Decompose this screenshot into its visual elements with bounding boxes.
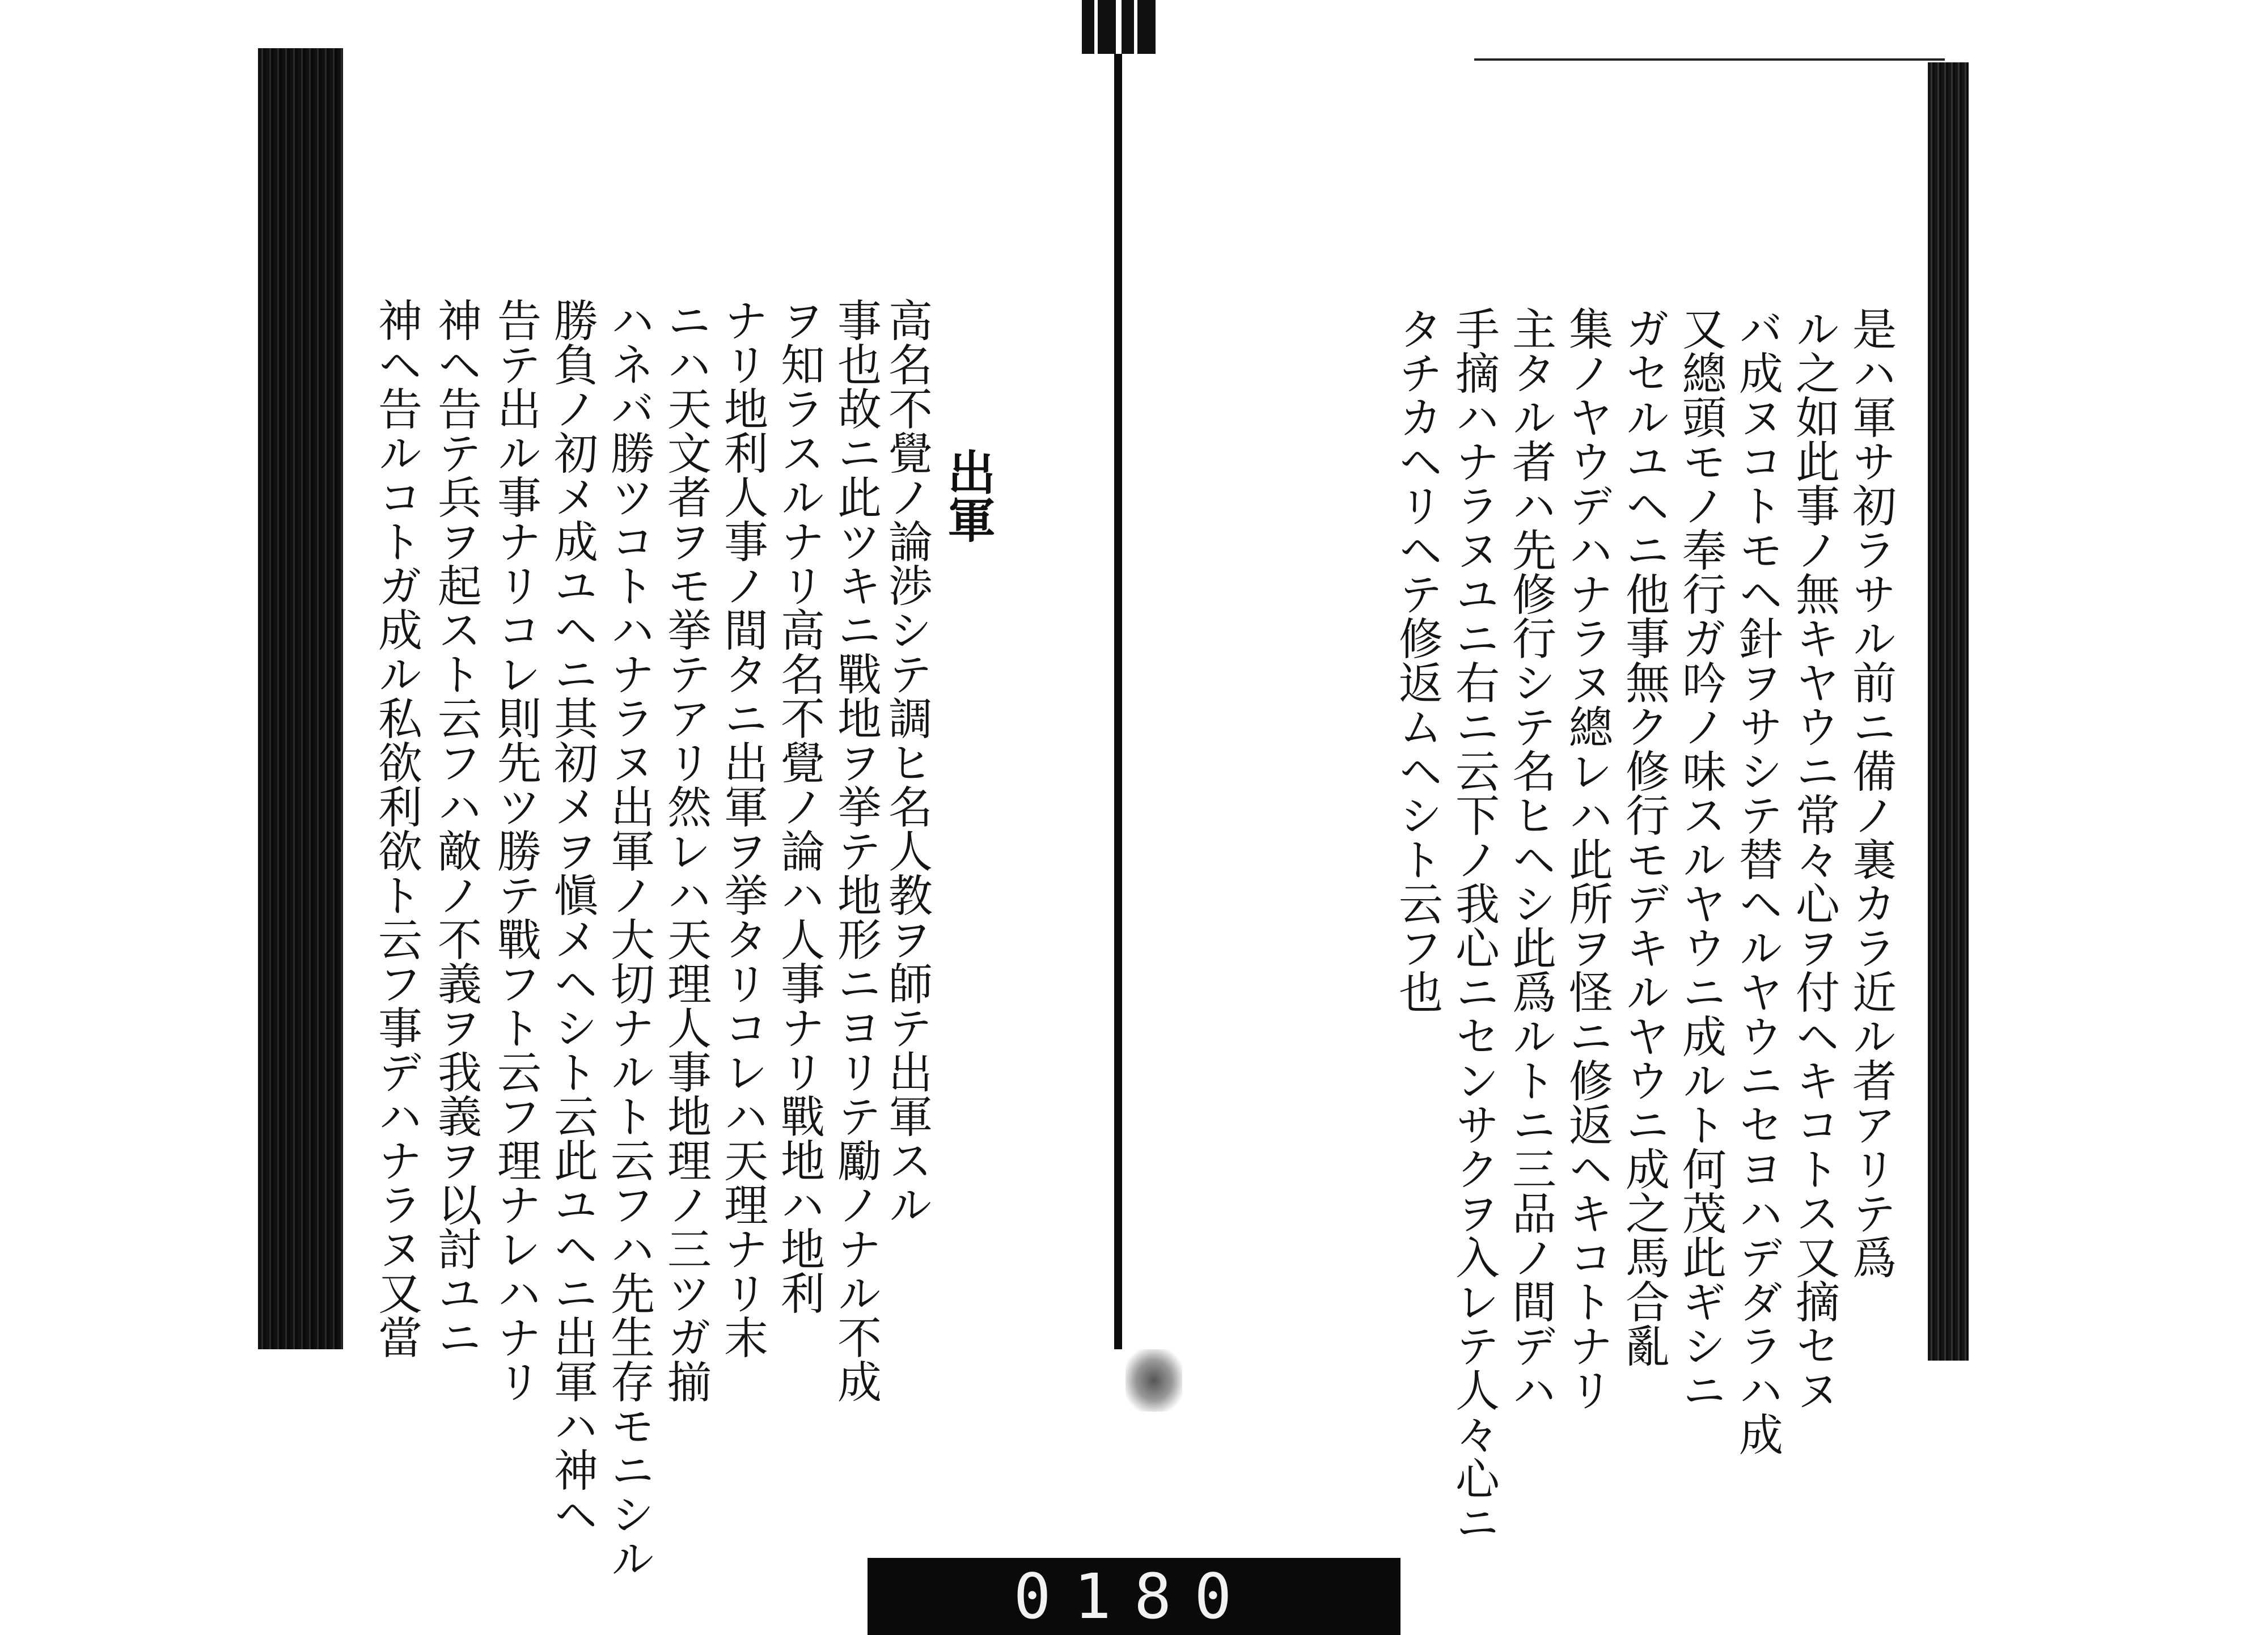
text-column: 高名不覺ノ論渉シテ調ヒ名人教ヲ師テ出軍スル <box>881 298 932 1226</box>
text-column: 又總頭モノ奉行ガ吟ノ味スルヤウニ成ルト何茂此ギシニ <box>1675 306 1726 1412</box>
text-column: バ成ヌコトモヘ針ヲサシテ替ヘルヤウニセヨハデダラハ成 <box>1732 306 1783 1456</box>
text-column: ヲ知ラスルナリ高名不覺ノ論ハ人事ナリ戰地ハ地利 <box>773 298 824 1315</box>
right-page-edge <box>1928 62 1969 1361</box>
text-column: 是ハ軍サ初ラサル前ニ備ノ裏カラ近ル者アリテ爲 <box>1845 306 1896 1279</box>
left-page-edge <box>258 48 343 1349</box>
text-column: 告テ出ル事ナリコレ則先ツ勝テ戰フト云フ理ナレハナリ <box>490 298 541 1403</box>
text-column: ハネバ勝ツコトハナラヌ出軍ノ大切ナルト云フハ先生存モニシル <box>603 298 654 1580</box>
text-column: ニハ天文者ヲモ挙テアリ然レハ天理人事地理ノ三ツガ揃 <box>660 298 711 1403</box>
text-column: ガセルユヘニ他事無ク修行モデキルヤウニ成之馬合亂 <box>1618 306 1669 1367</box>
gutter-shadow <box>1125 1349 1182 1412</box>
text-column: 手摘ハナラヌユニ右ニ云下ノ我心ニセンサクヲ入レテ人々心ニ <box>1448 306 1499 1544</box>
text-column: 神ヘ告ルコトガ成ル私欲利欲ト云フ事デハナラヌ又當 <box>371 298 422 1359</box>
frame-counter <box>868 1558 1400 1635</box>
right-page-top-edge <box>1474 58 1945 61</box>
section-heading: 出軍 <box>940 448 996 543</box>
text-column: 勝負ノ初メ成ユヘニ其初メヲ愼メヘシト云此ユヘニ出軍ハ神ヘ <box>547 298 598 1536</box>
text-column: 事也故ニ此ツキニ戰地ヲ挙テ地形ニヨリテ勵ノナル不成 <box>830 298 881 1403</box>
text-column: ナリ地利人事ノ間タニ出軍ヲ挙タリコレハ天理ナリ末 <box>717 298 768 1359</box>
text-column: ル之如此事ノ無キヤウニ常々心ヲ付ヘキコトス又摘セヌ <box>1788 306 1839 1412</box>
gutter-binding-top <box>1082 0 1156 54</box>
text-column: 神ヘ告テ兵ヲ起スト云フハ敵ノ不義ヲ我義ヲ以討ユニ <box>430 298 481 1359</box>
text-column: 集ノヤウデハナラヌ總レハ此所ヲ怪ニ修返ヘキコトナリ <box>1562 306 1613 1412</box>
frame-number: 0180 <box>1013 1560 1255 1633</box>
text-column: タチカヘリヘテ修返ムヘシト云フ也 <box>1391 306 1442 1014</box>
gutter-binding <box>1114 54 1122 1349</box>
text-column: 主タル者ハ先修行シテ名ヒヘシ此爲ルトニ三品ノ間デハ <box>1505 306 1556 1412</box>
